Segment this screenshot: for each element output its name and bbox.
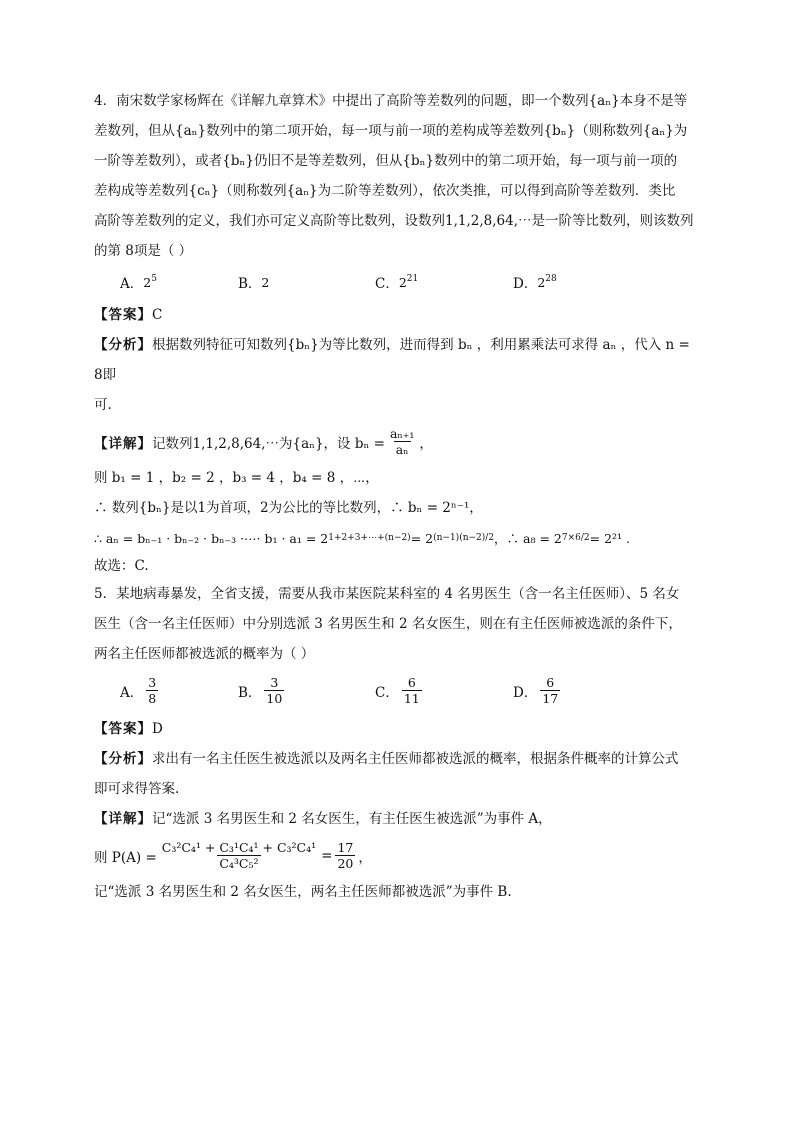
fraction: $\frac{\text{C₃²C₄¹ + C₃¹C₄¹ + C₃²C₄¹}}{\text{C₄³C₅²}}$ [161, 840, 317, 871]
q5-option-b[interactable]: B． $\frac{3}{10}$ [238, 675, 283, 706]
question-5 [94, 579, 700, 907]
q4-detail-4: ∴ aₙ = bₙ₋₁ · bₙ₋₂ · bₙ₋₃ ·⋯· b₁ · a₁ = 2 1+2+3+⋯+(n−2) = 2 (n−1)(n−2)/2 ，∴ a₈ = 2 7×6/2 = 2²¹ . [94, 530, 630, 546]
q5-option-a[interactable]: A． $\frac{3}{8}$ [120, 675, 157, 706]
q5-option-c[interactable]: C． $\frac{6}{11}$ [375, 675, 420, 706]
q4-detail-3: ∴ 数列{bₙ}是以1为首项，2为公比的等比数列，∴ bₙ = 2ⁿ⁻¹， [94, 500, 483, 516]
q4-answer: 【答案】C [94, 307, 163, 323]
q4-line: 一阶等差数列），或者{bₙ}仍旧不是等差数列，但从{bₙ}数列中的第二项开始，每一项与前一项的 [94, 153, 678, 169]
q4-analysis-cont: 可. [94, 397, 112, 413]
q4-line: 高阶等差数列的定义，我们亦可定义高阶等比数列，设数列1,1,2,8,64,⋯是一阶等比数列，则该数列 [94, 213, 694, 229]
q4-option-b[interactable]: B． 2 [238, 274, 270, 292]
fraction: $\frac{17}{20}$ [337, 840, 354, 871]
q5-detail-2: 则 P(A) = $\frac{\text{C₃²C₄¹ + C₃¹C₄¹ + C₃²C₄¹}}{\text{C₄³C₅²}}$ = $\frac{17}{20}$ ， [94, 840, 372, 871]
q4-option-a[interactable]: A． $2^5$ [120, 274, 157, 292]
q5-line: 两名主任医师都被选派的概率为（ ） [94, 646, 315, 662]
q4-options [94, 272, 700, 292]
q5-line: 5．某地病毒暴发，全省支援，需要从我市某医院某科室的 4 名男医生（含一名主任医师）、5 名女 [94, 586, 680, 602]
q4-line: 4．南宋数学家杨辉在《详解九章算术》中提出了高阶等差数列的问题，即一个数列{aₙ}本身不是等 [94, 93, 688, 109]
q4-detail-1: 【详解】 记数列1,1,2,8,64,⋯为{aₙ}，设 bₙ = $\frac{\text{aₙ₊₁}}{\text{aₙ}}$ ， [94, 426, 433, 457]
question-4 [94, 86, 700, 579]
q5-detail-3: 记“选派 3 名男医生和 2 名女医生，两名主任医师都被选派”为事件 B. [94, 884, 512, 900]
q5-options [94, 675, 700, 706]
q5-line: 医生（含一名主任医师）中分别选派 3 名男医生和 2 名女医生，则在有主任医师被选派的条件下， [94, 616, 682, 632]
q5-answer: 【答案】D [94, 721, 163, 737]
q4-option-c[interactable]: C． $2^{21}$ [375, 274, 419, 292]
q4-conclusion: 故选：C. [94, 558, 149, 574]
q5-detail-1: 【详解】记“选派 3 名男医生和 2 名女医生，有主任医生被选派”为事件 A， [94, 811, 552, 827]
fraction: $\frac{\text{aₙ₊₁}}{\text{aₙ}}$ [389, 426, 415, 457]
q4-line: 的第 8项是（ ） [94, 243, 193, 259]
q5-analysis: 【分析】求出有一名主任医生被选派以及两名主任医师都被选派的概率，根据条件概率的计算公式 [94, 751, 679, 767]
q5-option-d[interactable]: D． $\frac{6}{17}$ [513, 675, 559, 706]
q4-line: 差构成等差数列{cₙ}（则称数列{aₙ}为二阶等差数列），依次类推，可以得到高阶等差数列．类比 [94, 183, 676, 199]
q4-detail-2: 则 b₁ = 1 ，b₂ = 2 ，b₃ = 4 ，b₄ = 8 ，⋯， [94, 470, 379, 486]
q4-option-d[interactable]: D． $2^{28}$ [513, 274, 557, 292]
question-content [94, 86, 700, 907]
q4-analysis: 【分析】根据数列特征可知数列{bₙ}为等比数列，进而得到 bₙ ，利用累乘法可求得 aₙ ，代入 n = 8即 [94, 337, 690, 383]
q5-analysis-cont: 即可求得答案. [94, 781, 180, 797]
q4-line: 差数列，但从{aₙ}数列中的第二项开始，每一项与前一项的差构成等差数列{bₙ}（则称数列{aₙ}为 [94, 123, 688, 139]
